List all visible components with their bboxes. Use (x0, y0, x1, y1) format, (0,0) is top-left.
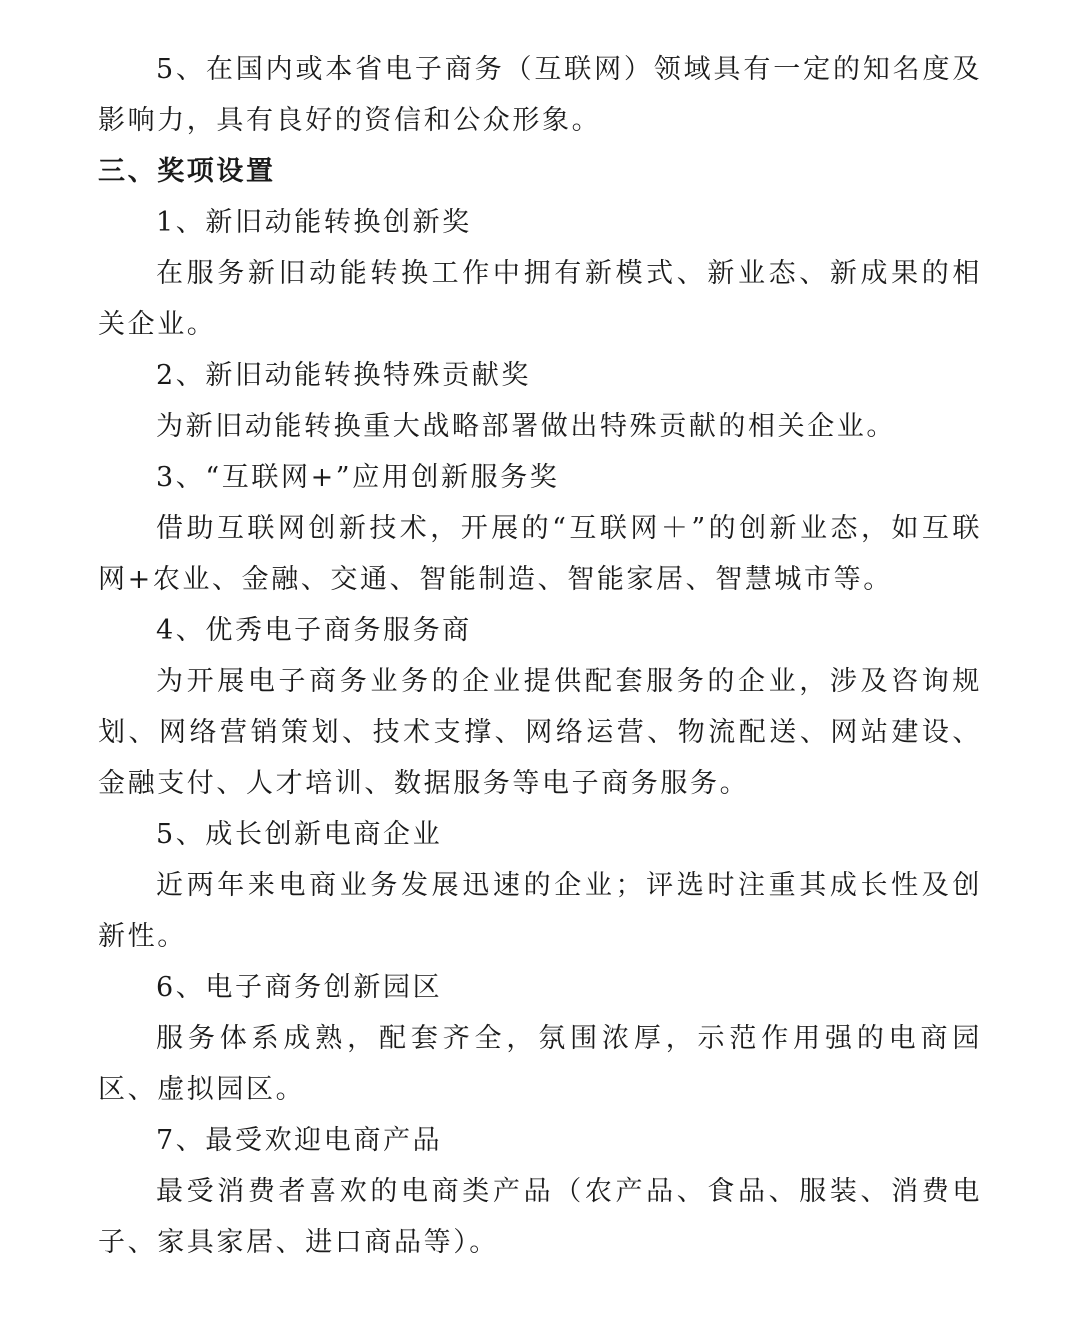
award-4-title: 4、优秀电子商务服务商 (156, 615, 472, 646)
award-3-description: 借助互联网创新技术，开展的“互联网＋”的创新业态，如互联网+农业、金融、交通、智能制造、智能家居、智慧城市等。 (98, 513, 982, 595)
section-heading-awards: 三、奖项设置 (98, 156, 276, 187)
document-page (98, 44, 982, 1268)
award-6-title: 6、电子商务创新园区 (156, 972, 443, 1003)
award-2-title: 2、新旧动能转换特殊贡献奖 (156, 360, 531, 391)
award-7-description: 最受消费者喜欢的电商类产品（农产品、食品、服装、消费电子、家具家居、进口商品等）。 (98, 1176, 982, 1258)
award-1-title: 1、新旧动能转换创新奖 (156, 207, 472, 238)
award-4-description: 为开展电子商务业务的企业提供配套服务的企业，涉及咨询规划、网络营销策划、技术支撑、网络运营、物流配送、网站建设、金融支付、人才培训、数据服务等电子商务服务。 (98, 666, 982, 799)
award-2-description: 为新旧动能转换重大战略部署做出特殊贡献的相关企业。 (156, 411, 896, 442)
award-7-title: 7、最受欢迎电商产品 (156, 1125, 443, 1156)
criterion-5-text: 5、在国内或本省电子商务（互联网）领域具有一定的知名度及影响力，具有良好的资信和公众形象。 (98, 54, 982, 136)
award-5-title: 5、成长创新电商企业 (156, 819, 443, 850)
award-6-description: 服务体系成熟，配套齐全，氛围浓厚，示范作用强的电商园区、虚拟园区。 (98, 1023, 982, 1105)
award-3-title: 3、“互联网+”应用创新服务奖 (156, 462, 560, 493)
award-1-description: 在服务新旧动能转换工作中拥有新模式、新业态、新成果的相关企业。 (98, 258, 982, 340)
award-5-description: 近两年来电商业务发展迅速的企业；评选时注重其成长性及创新性。 (98, 870, 982, 952)
